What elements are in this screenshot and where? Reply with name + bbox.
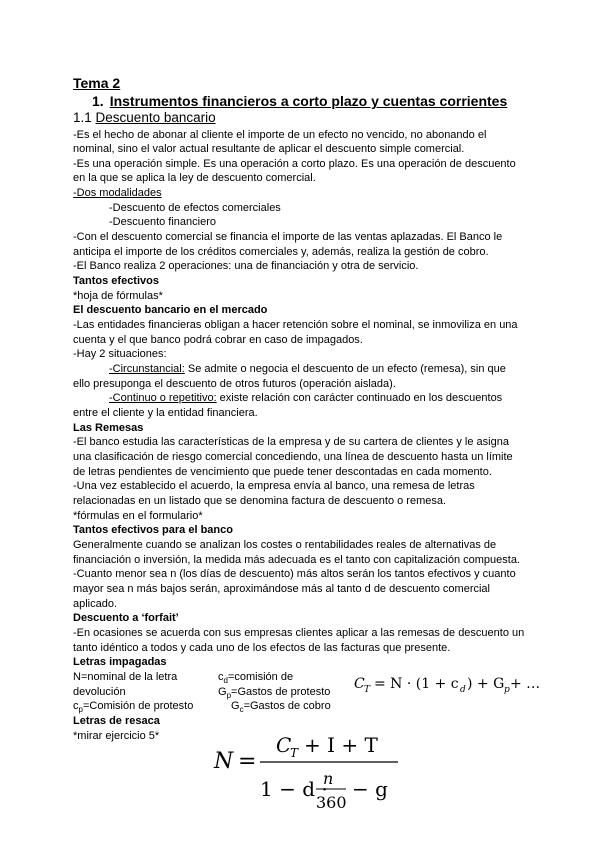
legend-nominal: N=nominal de la letra <box>73 671 178 683</box>
formula-nominal-resaca <box>212 730 412 822</box>
section-text: Descuento bancario <box>95 110 216 125</box>
subheading-tantos-banco: Tantos efectivos para el banco <box>73 524 233 536</box>
svg-text:+ I + T: + I + T <box>304 733 378 757</box>
text-line: -Hay 2 situaciones: <box>73 348 167 360</box>
svg-text:= N · (1 + c: = N · (1 + c <box>374 676 459 692</box>
situation-label: -Circunstancial: <box>109 363 185 375</box>
text-line: de letras pendientes de vencimiento que puede tener descontadas en cada momento. <box>73 466 492 478</box>
heading-1 <box>92 94 507 108</box>
text-line-indented: -Descuento financiero <box>109 216 217 228</box>
svg-text:+ …: + … <box>510 676 541 692</box>
text-line: -Una vez establecido el acuerdo, la empresa envía al banco, una remesa de letras <box>73 480 475 492</box>
text-line-underlined: -Dos modalidades <box>73 187 162 199</box>
svg-text:n: n <box>323 769 334 788</box>
svg-text:p: p <box>504 685 510 695</box>
text-line: aplicado. <box>73 598 118 610</box>
svg-text:360: 360 <box>316 793 347 812</box>
page-title: Tema 2 <box>73 75 121 91</box>
situation-text: existe relación con carácter continuado en los descuentos <box>216 392 503 404</box>
text-line: -Cuanto menor sea n (los días de descuento) más altos serán los tantos efectivos y cuanto <box>73 568 516 580</box>
svg-text:C: C <box>354 676 365 692</box>
legend-devolucion: devolución <box>73 686 126 698</box>
text-line: -El Banco realiza 2 operaciones: una de financiación y otra de servicio. <box>73 260 419 272</box>
situation-text: Se admite o negocia el descuento de un efecto (remesa), sin que <box>184 363 506 375</box>
svg-text:d: d <box>460 685 466 695</box>
text-line: en la que se aplica la ley de descuento comercial. <box>73 172 316 184</box>
subheading-letras-resaca: Letras de resaca <box>73 715 160 727</box>
text-line: -Las entidades financieras obligan a hacer retención sobre el nominal, se inmoviliza en una <box>73 319 518 331</box>
legend-gastos-cobro: $G_c=Gastos$ de cobro <box>231 700 331 715</box>
text-line: -El banco estudia las características de la empresa y de su cartera de clientes y le asigna <box>73 436 509 448</box>
text-line-indented <box>109 391 502 405</box>
svg-text:1 − d ·: 1 − d · <box>260 777 328 801</box>
legend-gastos-protesto: $G_p=Gastos$ de protesto <box>218 686 331 701</box>
text-line: anticipa el importe de los créditos comerciales y, además, realiza la gestión de cobro. <box>73 246 489 258</box>
formula-coste-total <box>352 670 542 696</box>
text-line: financiación o inversión, la medida más adecuada es el tanto con capitalización compuesta. <box>73 554 520 566</box>
text-line: relacionadas en un listado que se denomina factura de descuento o remesa. <box>73 495 447 507</box>
text-line: nominal, sino el valor actual resultante de aplicar el descuento simple comercial. <box>73 143 465 155</box>
section-number: 1.1 <box>73 110 92 125</box>
subheading-tantos-efectivos: Tantos efectivos <box>73 275 159 287</box>
text-line: *hoja de fórmulas* <box>73 290 163 302</box>
legend-comision-devolucion: $c_d=comisión$ de <box>218 671 294 686</box>
heading-number: 1. <box>92 93 104 109</box>
text-line: *mirar ejercicio 5* <box>73 730 160 742</box>
text-line-indented: -Descuento de efectos comerciales <box>109 202 281 214</box>
svg-text:− g: − g <box>352 777 388 801</box>
svg-text:N: N <box>214 749 234 774</box>
subheading-remesas: Las Remesas <box>73 422 144 434</box>
situation-label: -Continuo o repetitivo: <box>109 392 217 404</box>
text-line: ello presuponga el descuento de otros futuros (operación aislada). <box>73 378 396 390</box>
text-line: tanto idéntico a todos y cada uno de los efectos de las facturas que presente. <box>73 642 451 654</box>
svg-text:T: T <box>290 746 299 760</box>
section-heading <box>73 111 216 125</box>
text-line: -Con el descuento comercial se financia el importe de las ventas aplazadas. El Banco le <box>73 231 503 243</box>
text-line: Generalmente cuando se analizan los costes o rentabilidades reales de alternativas de <box>73 539 497 551</box>
svg-text:T: T <box>364 685 371 695</box>
subheading-descuento-mercado: El descuento bancario en el mercado <box>73 304 268 316</box>
text-line: entre el cliente y la entidad financiera. <box>73 407 258 419</box>
text-line-indented <box>109 362 506 376</box>
subheading-forfait: Descuento a ‘forfait’ <box>73 612 179 624</box>
legend-comision-protesto: $c_p=Comisión$ de protesto <box>73 700 194 715</box>
svg-text:) + G: ) + G <box>467 676 505 692</box>
text-line: -En ocasiones se acuerda con sus empresas clientes aplicar a las remesas de descuento un <box>73 627 525 639</box>
text-line: una clasificación de riesgo comercial concediendo, una línea de descuento hasta un límite <box>73 451 513 463</box>
text-line: *fórmulas en el formulario* <box>73 510 203 522</box>
subheading-letras-impagadas: Letras impagadas <box>73 656 167 668</box>
svg-text:=: = <box>238 749 257 774</box>
text-line: cuenta y el que banco podrá cobrar en caso de impagados. <box>73 334 363 346</box>
text-line: -Es una operación simple. Es una operación a corto plazo. Es una operación de descuento <box>73 158 516 170</box>
text-line: mayor sea n más bajos serán, aproximándose más al tanto d de descuento comercial <box>73 583 490 595</box>
text-line: -Es el hecho de abonar al cliente el importe de un efecto no vencido, no abonando el <box>73 129 487 141</box>
heading-text: Instrumentos financieros a corto plazo y cuentas corrientes <box>109 93 508 109</box>
svg-text:C: C <box>276 733 292 757</box>
